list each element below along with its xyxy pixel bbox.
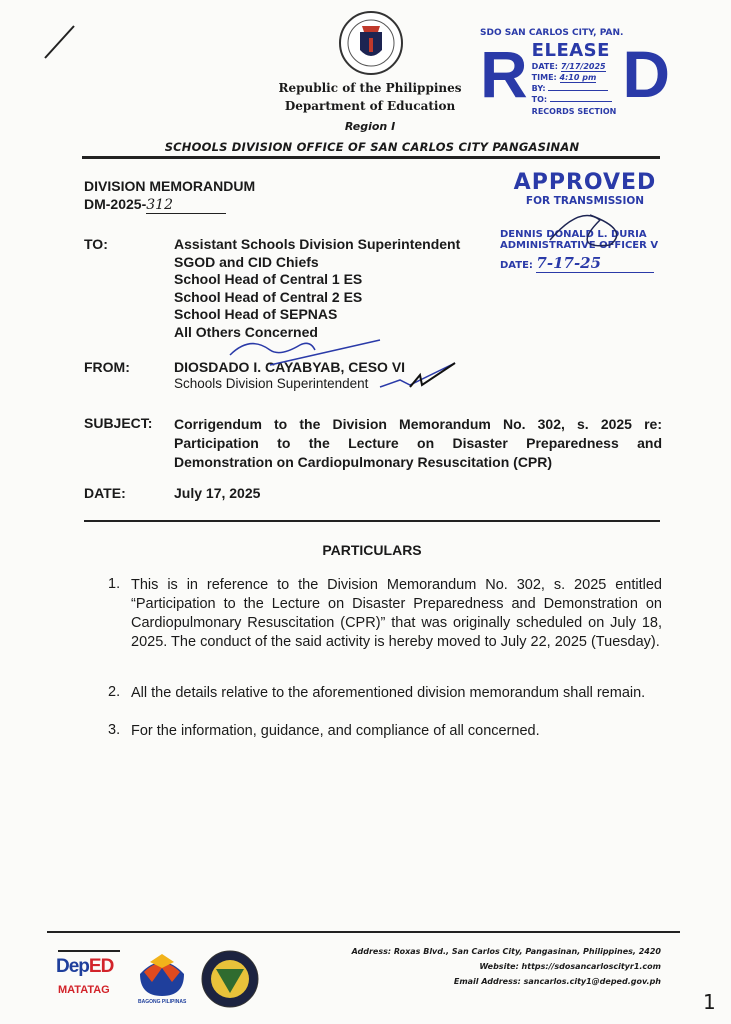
memo-divider xyxy=(84,520,660,522)
released-stamp-ease: ELEASE xyxy=(531,40,610,61)
released-stamp-footer: RECORDS SECTION xyxy=(531,107,617,116)
page-number: 1 xyxy=(703,990,716,1014)
office-line: SCHOOLS DIVISION OFFICE OF SAN CARLOS CITY PANGASINAN xyxy=(164,140,580,154)
to-label: TO: xyxy=(84,236,108,252)
from-title: Schools Division Superintendent xyxy=(174,376,369,391)
item-number: 2. xyxy=(108,684,121,700)
memo-date: July 17, 2025 xyxy=(174,485,261,501)
approved-stamp: APPROVED FOR TRANSMISSION DENNIS DONALD L. DURIA ADMINISTRATIVE OFFICER V DATE: 7-17-25 xyxy=(500,170,659,272)
recipient: School Head of Central 1 ES xyxy=(174,271,363,287)
pen-mark xyxy=(40,20,80,60)
item-number: 3. xyxy=(108,722,121,738)
footer-address: Address: Roxas Blvd., San Carlos City, Pangasinan, Philippines, 2420 xyxy=(351,947,661,956)
subject-text: Corrigendum to the Division Memorandum No. 302, s. 2025 re: Participation to the Lecture on Disaster Preparedness and Demonstration on Cardiopulmonary Resuscitation (CPR) xyxy=(174,416,662,470)
particulars-heading: PARTICULARS xyxy=(322,542,422,558)
sdo-seal-icon xyxy=(200,949,260,1009)
released-stamp-fields: DATE: 7/17/2025 TIME: 4:10 pm BY: TO: xyxy=(532,61,619,105)
footer-email: Email Address: sancarlos.city1@deped.gov.ph xyxy=(453,977,661,986)
item-number: 1. xyxy=(108,576,121,592)
recipient: SGOD and CID Chiefs xyxy=(174,253,319,270)
recipient: School Head of SEPNAS xyxy=(174,306,338,322)
signature xyxy=(210,325,470,395)
memo-type: DIVISION MEMORANDUM xyxy=(84,178,256,194)
region-line: Region I xyxy=(344,120,396,133)
particular-item: For the information, guidance, and compliance of all concerned. xyxy=(131,723,540,739)
header-divider xyxy=(82,156,660,159)
footer-website: Website: https://sdosancarloscityr1.com xyxy=(479,962,661,971)
recipient: School Head of Central 2 ES xyxy=(174,288,363,305)
particular-item: This is in reference to the Division Memorandum No. 302, s. 2025 entitled “Participation to the Lecture on Disaster Preparedness and Demonstration on Cardiopulmonary Resuscitation (CPR)” that was originally scheduled on July 18, 2025. The conduct of the said activity is hereby moved to July 22, 2025 (Tuesday). xyxy=(131,577,662,650)
recipient: All Others Concerned xyxy=(174,323,318,340)
matatag-logo: MATATAG xyxy=(58,984,110,996)
department-line: Department of Education xyxy=(284,99,456,113)
republic-line: Republic of the Philippines xyxy=(278,81,462,95)
particular-item: All the details relative to the aforementioned division memorandum shall remain. xyxy=(131,685,646,701)
deped-logo: DepED xyxy=(56,956,114,977)
released-stamp-top: SDO SAN CARLOS CITY, PAN. xyxy=(480,28,624,38)
footer-divider xyxy=(47,931,680,933)
released-stamp xyxy=(480,28,670,117)
deped-seal-icon xyxy=(338,10,404,76)
released-stamp-d: D xyxy=(622,37,670,111)
bagong-pilipinas-logo xyxy=(136,950,188,998)
recipient: Assistant Schools Division Superintendent xyxy=(174,236,461,252)
memo-number: DM-2025-312 xyxy=(84,196,226,214)
from-label: FROM: xyxy=(84,359,130,375)
released-stamp-r: R xyxy=(480,37,528,111)
subject-label: SUBJECT: xyxy=(84,415,153,431)
from-name: DIOSDADO I. CAYABYAB, CESO VI xyxy=(174,359,406,375)
date-label: DATE: xyxy=(84,485,126,501)
